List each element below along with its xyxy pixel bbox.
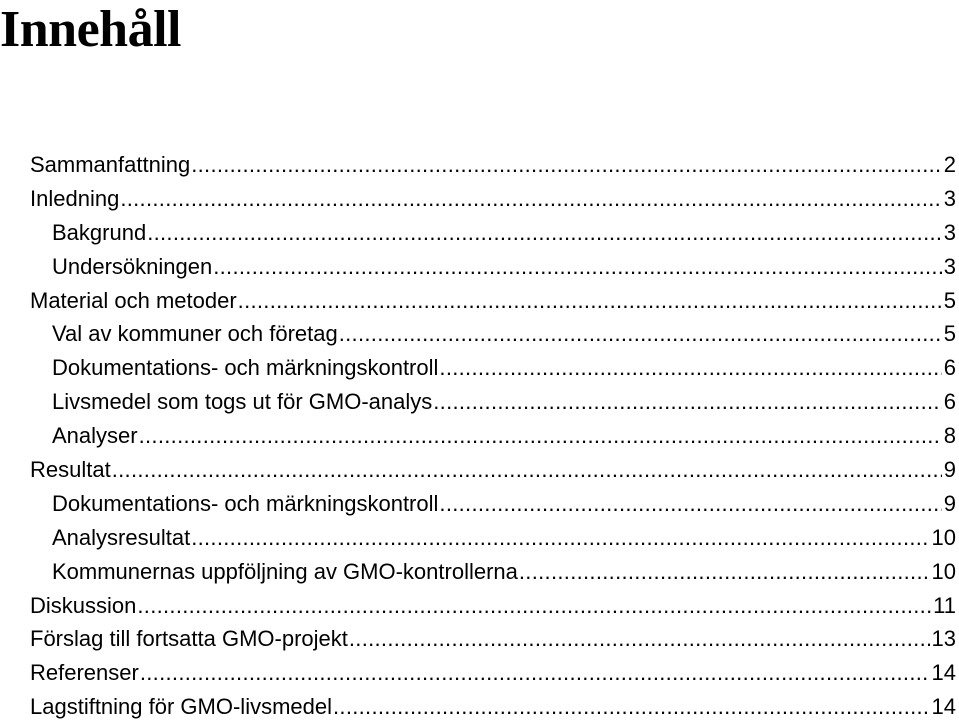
- dot-leader: [439, 487, 941, 521]
- toc-entry-page-number: 6: [943, 389, 956, 415]
- toc-entry-lagstiftning[interactable]: [30, 690, 956, 724]
- toc-entry-page-number: 5: [943, 321, 956, 347]
- toc-entry-referenser[interactable]: [30, 656, 956, 690]
- toc-entry-kommunernas-uppfoljning[interactable]: [30, 555, 956, 589]
- toc-entry-val-av-kommuner[interactable]: [30, 317, 956, 351]
- toc-entry-page-number: 14: [931, 694, 956, 720]
- toc-entry-label: Dokumentations- och märkningskontroll: [52, 355, 439, 381]
- toc-entry-page-number: 14: [931, 660, 956, 686]
- toc-entry-undersokningen[interactable]: [30, 250, 956, 284]
- toc-entry-livsmedel-gmo-analys[interactable]: [30, 385, 956, 419]
- dot-leader: [191, 148, 942, 182]
- toc-entry-label: Dokumentations- och märkningskontroll: [52, 490, 439, 516]
- toc-entry-diskussion[interactable]: [30, 589, 956, 623]
- toc-entry-dokumentationskontroll-metod[interactable]: [30, 351, 956, 385]
- dot-leader: [519, 555, 930, 589]
- dot-leader: [213, 250, 942, 284]
- toc-entry-label: Kommunernas uppföljning av GMO-kontrollerna: [52, 558, 518, 584]
- toc-entry-page-number: 3: [943, 253, 956, 279]
- dot-leader: [439, 351, 941, 385]
- dot-leader: [191, 521, 929, 555]
- toc-entry-label: Analyser: [52, 423, 138, 449]
- dot-leader: [238, 284, 942, 318]
- toc-entry-forslag-gmo-projekt[interactable]: [30, 622, 956, 656]
- toc-entry-label: Diskussion: [30, 592, 137, 618]
- toc-entry-label: Referenser: [30, 660, 139, 686]
- dot-leader: [349, 622, 930, 656]
- dot-leader: [139, 419, 942, 453]
- dot-leader: [137, 589, 931, 623]
- toc-entry-material-och-metoder[interactable]: [30, 284, 956, 318]
- dot-leader: [339, 317, 942, 351]
- toc-entry-label: Inledning: [30, 185, 120, 211]
- toc-entry-label: Lagstiftning för GMO-livsmedel: [30, 694, 332, 720]
- toc-entry-label: Analysresultat: [52, 524, 191, 550]
- dot-leader: [147, 216, 942, 250]
- toc-entry-label: Sammanfattning: [30, 152, 191, 177]
- toc-entry-label: Förslag till fortsatta GMO-projekt: [30, 626, 348, 652]
- toc-entry-label: Resultat: [30, 457, 111, 483]
- toc-entry-page-number: 10: [931, 558, 956, 584]
- dot-leader: [433, 385, 942, 419]
- toc-entry-page-number: 13: [931, 626, 956, 652]
- toc-entry-page-number: 5: [943, 287, 956, 313]
- toc-entry-page-number: 11: [933, 592, 956, 618]
- toc-entry-page-number: 2: [943, 152, 956, 177]
- dot-leader: [120, 182, 941, 216]
- toc-entry-analysresultat[interactable]: [30, 521, 956, 555]
- toc-entry-bakgrund[interactable]: [30, 216, 956, 250]
- toc-entry-sammanfattning[interactable]: [30, 148, 956, 182]
- dot-leader: [112, 453, 942, 487]
- toc-entry-label: Bakgrund: [52, 219, 147, 245]
- toc-entry-inledning[interactable]: [30, 182, 956, 216]
- toc-entry-label: Livsmedel som togs ut för GMO-analys: [52, 389, 433, 415]
- toc-entry-label: Material och metoder: [30, 287, 237, 313]
- toc-entry-resultat[interactable]: [30, 453, 956, 487]
- toc-entry-dokumentationskontroll-resultat[interactable]: [30, 487, 956, 521]
- toc-entry-label: Undersökningen: [52, 253, 213, 279]
- toc-entry-page-number: 3: [943, 185, 956, 211]
- toc-entry-page-number: 8: [943, 423, 956, 449]
- toc-entry-page-number: 10: [931, 524, 956, 550]
- toc-entry-label: Val av kommuner och företag: [52, 321, 338, 347]
- toc-entry-page-number: 9: [943, 457, 956, 483]
- toc-entry-page-number: 6: [943, 355, 956, 381]
- table-of-contents: [30, 148, 956, 724]
- toc-entry-page-number: 3: [943, 219, 956, 245]
- page-title: Innehåll: [0, 1, 181, 58]
- toc-entry-page-number: 9: [943, 490, 956, 516]
- dot-leader: [333, 690, 930, 724]
- dot-leader: [140, 656, 930, 690]
- toc-entry-analyser[interactable]: [30, 419, 956, 453]
